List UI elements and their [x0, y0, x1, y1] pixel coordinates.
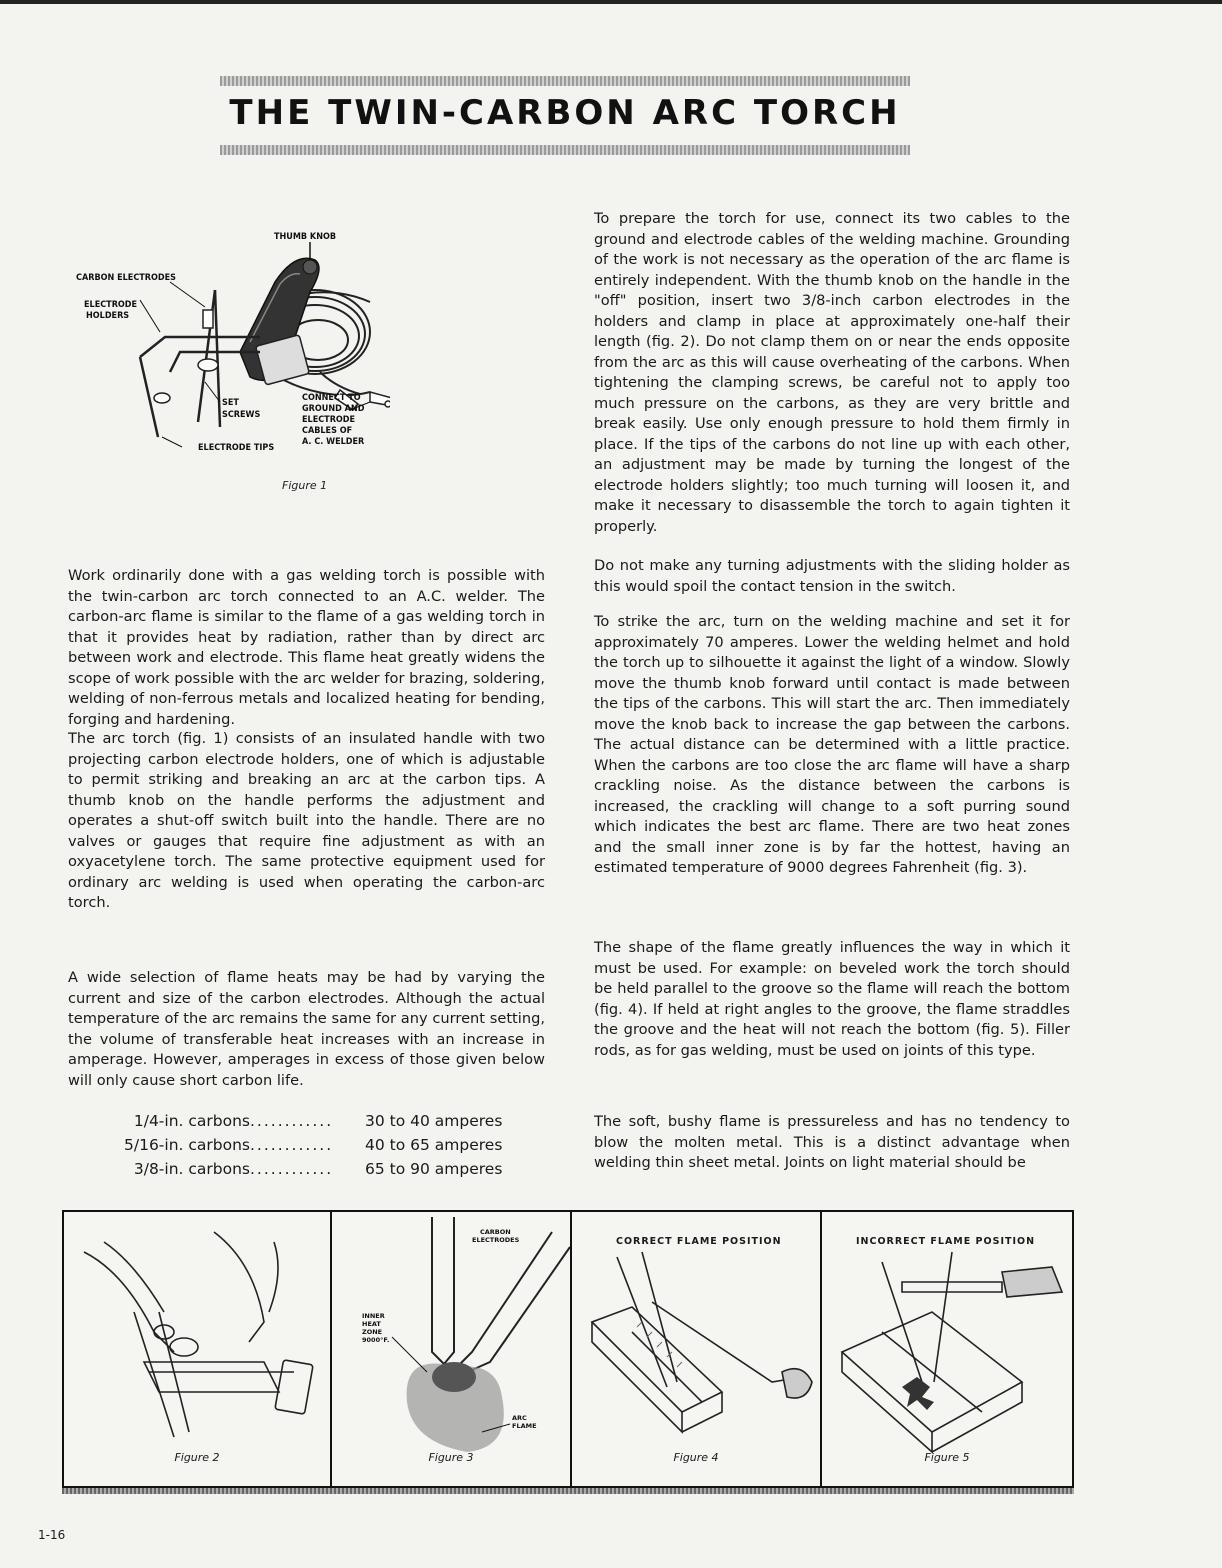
label-connect-3: ELECTRODE [302, 415, 356, 425]
fig3-label-inner-1: INNER [362, 1312, 385, 1320]
carbon-amperage-table [112, 1109, 532, 1181]
title-stripe-top [220, 76, 910, 86]
label-connect-2: GROUND AND [302, 404, 365, 414]
figure-1-caption: Figure 1 [282, 479, 328, 492]
right-paragraph-4: The shape of the flame greatly influences the way in which it must be used. For example: on beveled work the torch should be held parallel to the groove so the flame will reach the bottom (fig. 4). If held at right angles to the groove, the flame straddles the groove and the heat will not reach the bottom (fig. 5). Filler rods, as for gas welding, must be used on joints of this type. [594, 939, 1070, 1059]
right-paragraph-1: To prepare the torch for use, connect its two cables to the ground and electrode cables of the welding machine. Grounding of the work is not necessary as the operation of the arc flame is entirely independent. With the thumb knob on the handle in the "off" position, insert two 3/8-inch carbon electrodes in the holders and clamp in place at approximately one-half their length (fig. 2). Do not clamp them on or near the ends opposite from the arc as this will cause overheating of the carbons. When tightening the clamping screws, be careful not to apply too much pressure on the carbons, as they are very brittle and break easily. Use only enough pressure to hold them firmly in place. If the tips of the carbons do not line up with each other, an adjustment may be made by turning the longest of the electrode holders slightly; too much turning will loosen it, and make it necessary to disassemble the torch to again tighten it properly. [594, 210, 1070, 535]
figure-4-caption: Figure 4 [673, 1451, 719, 1464]
label-electrode-holders-1: ELECTRODE [84, 300, 138, 310]
fig3-label-arc-2: FLAME [512, 1422, 537, 1430]
fig5-flame [902, 1377, 934, 1410]
figure-4-heading: CORRECT FLAME POSITION [616, 1236, 782, 1247]
figure-4-illustration [572, 1212, 820, 1486]
figure-5-caption: Figure 5 [924, 1451, 970, 1464]
left-paragraph-1: Work ordinarily done with a gas welding torch is possible with the twin-carbon arc torch connected to an A.C. welder. The carbon-arc flame is similar to the flame of a gas welding torch in that it provides heat by radiation, rather than by direct arc between work and electrode. This flame heat greatly widens the scope of work possible with the arc welder for brazing, soldering, welding of non-ferrous metals and localized heating for bending, forging and hardening. [68, 567, 545, 728]
left-paragraph-2: The arc torch (fig. 1) consists of an insulated handle with two projecting carbon electrode holders, one of which is adjustable to permit striking and breaking an arc at the carbon tips. A thumb knob on the handle performs the adjustment and operates a shut-off switch built into the handle. There are no valves or gauges that require fine adjustment as with an oxyacetylene torch. The same protective equipment used for ordinary arc welding is used when operating the carbon-arc torch. [68, 730, 545, 911]
fig3-label-carbon-1: CARBON [480, 1228, 511, 1236]
thumb-knob [303, 260, 317, 274]
label-connect-5: A. C. WELDER [302, 437, 365, 447]
left-paragraph-3: A wide selection of flame heats may be had by varying the current and size of the carbon electrodes. Although the actual temperature of the arc remains the same for any current setting, the volume of transferable heat increases with an increase in amperage. However, amperages in excess of those given below will only cause short carbon life. [68, 969, 545, 1089]
carbon-row-2 [112, 1133, 532, 1157]
right-paragraph-2: Do not make any turning adjustments with the sliding holder as this would spoil the contact tension in the switch. [594, 557, 1070, 595]
page-number: 1-16 [38, 1528, 66, 1542]
figure-3-panel [332, 1212, 572, 1486]
label-electrode-holders-2: HOLDERS [86, 311, 130, 321]
figure-3-caption: Figure 3 [428, 1451, 474, 1464]
figure-4-panel [572, 1212, 822, 1486]
figure-2-illustration [64, 1212, 330, 1486]
carbon-amperage: 30 to 40 amperes [365, 1112, 503, 1130]
carbon-amperage: 65 to 90 amperes [365, 1160, 503, 1178]
carbon-size: 1/4-in. carbons [133, 1112, 250, 1130]
figure-1-torch-illustration [70, 222, 390, 462]
carbon-row-3 [112, 1157, 532, 1181]
fig3-label-inner-2: HEAT [362, 1320, 381, 1328]
label-connect-4: CABLES OF [302, 426, 353, 436]
page-title: THE TWIN-CARBON ARC TORCH [229, 93, 901, 133]
figures-bottom-bar [62, 1488, 1074, 1494]
set-screws [154, 310, 218, 403]
carbon-amperage: 40 to 65 amperes [365, 1136, 503, 1154]
fig3-label-arc-1: ARC [512, 1414, 527, 1422]
figure-5-panel [822, 1212, 1072, 1486]
carbon-size: 5/16-in. carbons [124, 1136, 250, 1154]
label-set-screws-2: SCREWS [222, 410, 261, 420]
label-connect-1: CONNECT TO [302, 393, 361, 403]
carbon-leader-dots: ............ [250, 1160, 334, 1178]
label-carbon-electrodes: CARBON ELECTRODES [76, 273, 176, 283]
figure-5-heading: INCORRECT FLAME POSITION [856, 1236, 1036, 1247]
figure-2-caption: Figure 2 [174, 1451, 220, 1464]
page-top-border [0, 0, 1222, 4]
right-paragraph-3: To strike the arc, turn on the welding machine and set it for approximately 70 amperes. Lower the welding helmet and hold the torch up to silhouette it against the light of a window. Slowly move the thumb knob forward until contact is made between the tips of the carbons. This will start the arc. Then immediately move the knob back to increase the gap between the carbons. The actual distance can be determined with a little practice. When the carbons are too close the arc flame will have a sharp crackling noise. As the distance between the carbons is increased, the crackling will change to a soft purring sound which indicates the best arc flame. There are two heat zones and the small inner zone is by far the hottest, having an estimated temperature of 9000 degrees Fahrenheit (fig. 3). [594, 613, 1070, 876]
label-electrode-tips: ELECTRODE TIPS [198, 443, 275, 453]
carbon-row-1 [112, 1109, 532, 1133]
carbon-leader-dots: ............ [250, 1112, 334, 1130]
fig3-label-carbon-2: ELECTRODES [472, 1236, 520, 1244]
figure-3-illustration [332, 1212, 570, 1486]
carbon-size: 3/8-in. carbons [133, 1160, 250, 1178]
figure-5-illustration [822, 1212, 1070, 1486]
arc-flame [407, 1362, 504, 1452]
carbon-leader-dots: ............ [250, 1136, 334, 1154]
label-set-screws-1: SET [222, 398, 239, 408]
title-stripe-bottom [220, 145, 910, 155]
figures-strip [62, 1210, 1074, 1488]
label-thumb-knob: THUMB KNOB [274, 232, 337, 242]
fig3-label-inner-3: ZONE [362, 1328, 383, 1336]
figure-2-panel [64, 1212, 332, 1486]
fig3-label-inner-4: 9000°F. [362, 1336, 390, 1344]
right-paragraph-5: The soft, bushy flame is pressureless and has no tendency to blow the molten metal. This is a distinct advantage when welding thin sheet metal. Joints on light material should be [594, 1113, 1070, 1171]
